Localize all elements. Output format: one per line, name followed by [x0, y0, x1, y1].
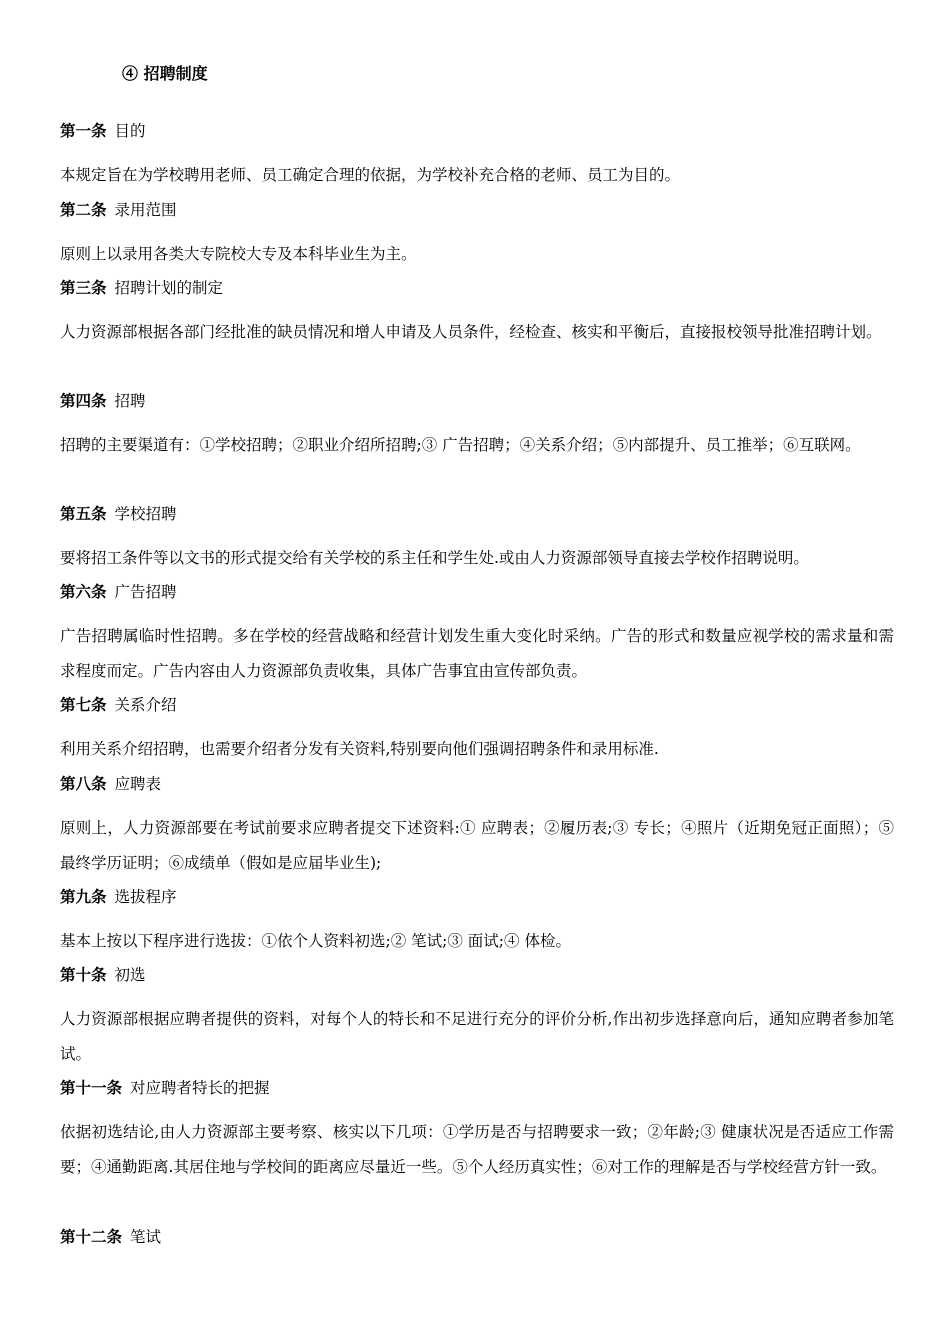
article-title: 学校招聘	[114, 505, 177, 523]
article-heading	[60, 119, 894, 143]
article-title: 选拔程序	[114, 888, 177, 906]
article-7	[60, 693, 894, 767]
article-number: 第六条	[60, 582, 107, 601]
article-title: 招聘计划的制定	[114, 279, 224, 297]
article-body: 本规定旨在为学校聘用老师、员工确定合理的依据，为学校补充合格的老师、员工为目的。	[60, 166, 681, 184]
article-number: 第七条	[60, 695, 107, 714]
article-number: 第八条	[60, 774, 107, 793]
article-heading	[60, 580, 894, 604]
article-2	[60, 198, 894, 272]
article-heading	[60, 885, 894, 909]
article-4	[60, 389, 894, 463]
article-number: 第二条	[60, 200, 107, 219]
article-body: 依据初选结论,由人力资源部主要考察、核实以下几项：①学历是否与招聘要求一致；②年龄;③ 健康状况是否适应工作需要；④通勤距离.其居住地与学校间的距离应尽量近一些。⑤个人经历真实性；⑥对工作的理解是否与学校经营方针一致。	[60, 1123, 894, 1176]
article-title: 录用范围	[114, 201, 177, 219]
article-body: 人力资源部根据各部门经批准的缺员情况和增人申请及人员条件，经检查、核实和平衡后，直接报校领导批准招聘计划。	[60, 323, 882, 341]
article-number: 第十条	[60, 965, 107, 984]
article-title: 关系介绍	[114, 696, 177, 714]
article-heading	[60, 389, 894, 413]
article-number: 第十一条	[60, 1078, 123, 1097]
article-heading	[60, 198, 894, 222]
article-number: 第四条	[60, 391, 107, 410]
article-11	[60, 1076, 894, 1185]
article-body: 要将招工条件等以文书的形式提交给有关学校的系主任和学生处.或由人力资源部领导直接去学校作招聘说明。	[60, 549, 809, 567]
article-body: 人力资源部根据应聘者提供的资料，对每个人的特长和不足进行充分的评价分析,作出初步选择意向后，通知应聘者参加笔试。	[60, 1010, 894, 1063]
article-1	[60, 119, 894, 193]
article-12	[60, 1225, 894, 1249]
article-heading	[60, 772, 894, 796]
article-heading	[60, 1225, 894, 1249]
article-heading	[60, 963, 894, 987]
article-6	[60, 580, 894, 689]
article-title: 广告招聘	[114, 583, 177, 601]
article-body: 基本上按以下程序进行选拔：①依个人资料初选;② 笔试;③ 面试;④ 体检。	[60, 932, 571, 950]
article-body: 广告招聘属临时性招聘。多在学校的经营战略和经营计划发生重大变化时采纳。广告的形式和数量应视学校的需求量和需求程度而定。广告内容由人力资源部负责收集，具体广告事宜由宣传部负责。	[60, 627, 894, 680]
article-number: 第一条	[60, 121, 107, 140]
article-9	[60, 885, 894, 959]
article-title: 招聘	[114, 392, 146, 410]
article-number: 第十二条	[60, 1227, 123, 1246]
article-number: 第三条	[60, 278, 107, 297]
article-3	[60, 276, 894, 350]
article-body: 原则上以录用各类大专院校大专及本科毕业生为主。	[60, 245, 417, 263]
article-title: 应聘表	[114, 775, 162, 793]
article-10	[60, 963, 894, 1072]
article-body: 原则上，人力资源部要在考试前要求应聘者提交下述资料:① 应聘表；②履历表;③ 专长；④照片（近期免冠正面照）；⑤最终学历证明；⑥成绩单（假如是应届毕业生);	[60, 819, 894, 872]
article-5	[60, 502, 894, 576]
article-title: 目的	[114, 122, 146, 140]
article-number: 第五条	[60, 504, 107, 523]
article-heading	[60, 693, 894, 717]
article-body: 利用关系介绍招聘，也需要介绍者分发有关资料,特别要向他们强调招聘条件和录用标准.	[60, 740, 659, 758]
article-title: 初选	[114, 966, 146, 984]
article-heading	[60, 276, 894, 300]
article-heading	[60, 502, 894, 526]
article-8	[60, 772, 894, 881]
article-title: 对应聘者特长的把握	[130, 1079, 270, 1097]
section-title: ④ 招聘制度	[122, 64, 208, 83]
article-heading	[60, 1076, 894, 1100]
article-title: 笔试	[130, 1228, 162, 1246]
article-body: 招聘的主要渠道有：①学校招聘；②职业介绍所招聘;③ 广告招聘；④关系介绍；⑤内部提升、员工推举；⑥互联网。	[60, 436, 861, 454]
article-number: 第九条	[60, 887, 107, 906]
